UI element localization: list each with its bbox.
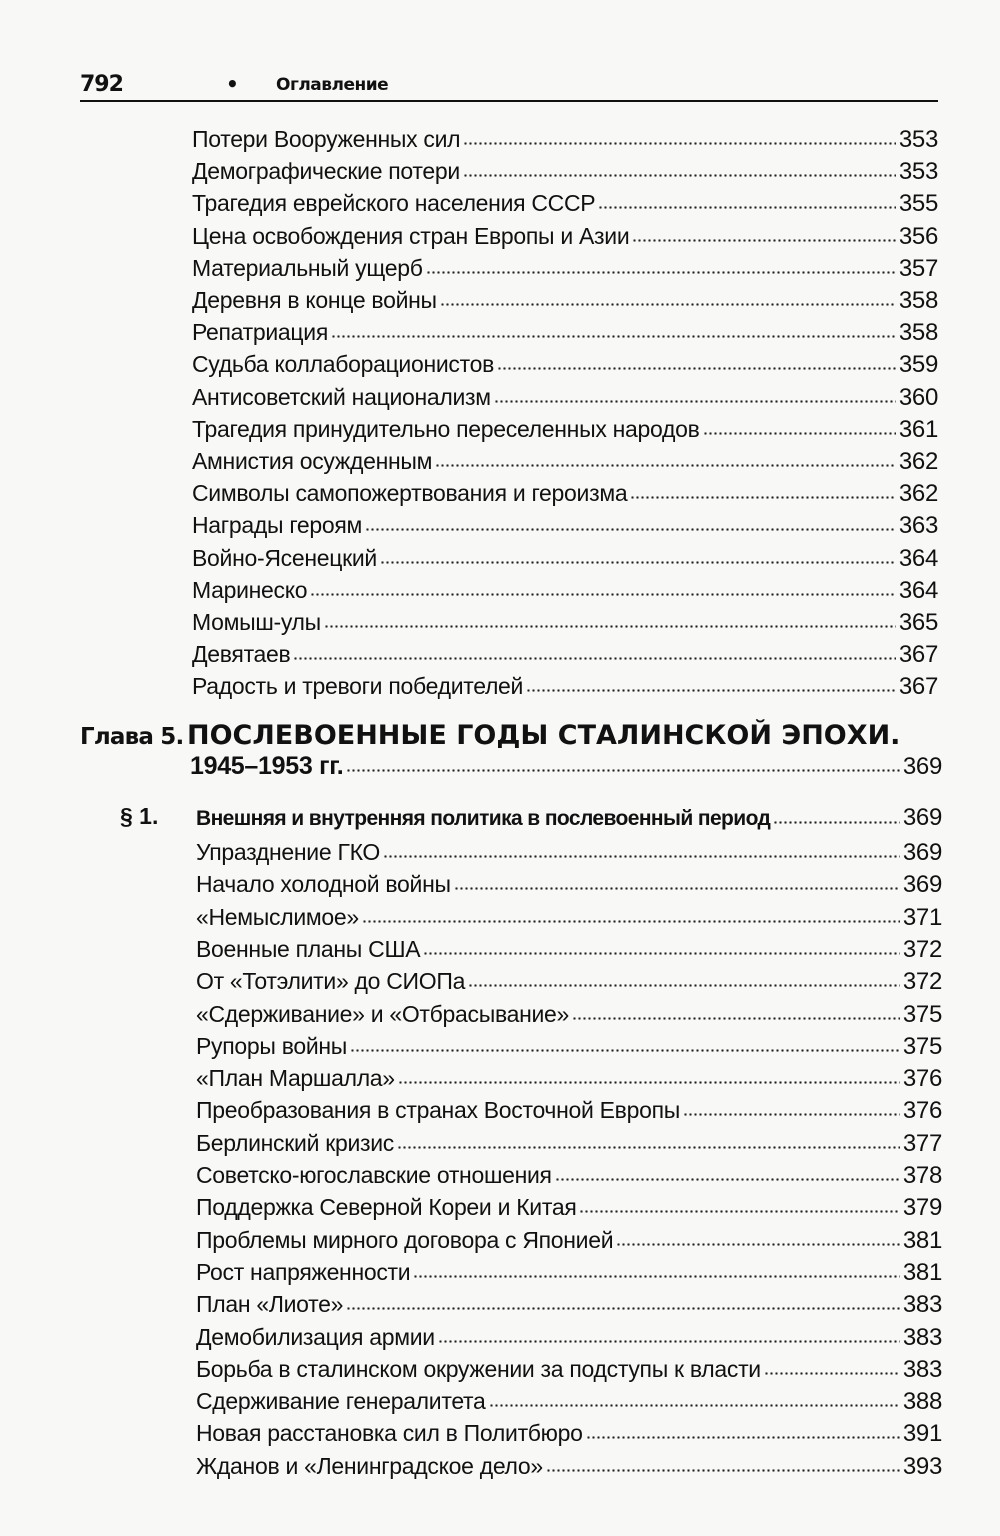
dot-leader <box>380 560 896 566</box>
page-ref: 367 <box>898 673 938 701</box>
dot-leader <box>579 1209 899 1215</box>
entry-title: Демографические потери <box>192 158 460 185</box>
entry-title: Момыш-улы <box>192 609 321 635</box>
page-ref: 381 <box>902 1226 942 1254</box>
header-bullet: • <box>226 72 239 96</box>
page-ref: 359 <box>898 351 938 379</box>
page-ref: 375 <box>902 1032 942 1060</box>
toc-entry[interactable] <box>192 155 938 187</box>
dot-leader <box>489 1403 900 1409</box>
dot-leader <box>331 334 896 340</box>
page-ref: 377 <box>902 1129 942 1157</box>
toc-entry[interactable] <box>192 638 938 670</box>
entry-title: План «Лиоте» <box>196 1291 344 1318</box>
dot-leader <box>494 399 896 405</box>
dot-leader <box>764 1371 900 1377</box>
toc-entry[interactable] <box>196 1030 942 1062</box>
page-ref: 388 <box>902 1388 942 1416</box>
toc-entry[interactable] <box>192 316 938 348</box>
dot-leader <box>346 1306 900 1312</box>
toc-entry[interactable] <box>196 1094 942 1126</box>
toc-entry[interactable] <box>196 965 942 997</box>
dot-leader <box>398 1080 900 1086</box>
entry-title: Поддержка Северной Кореи и Китая <box>196 1194 577 1221</box>
page-ref: 353 <box>898 126 938 153</box>
page-ref: 364 <box>898 544 938 572</box>
toc-entry[interactable] <box>196 868 942 900</box>
dot-leader <box>526 688 896 694</box>
dot-leader <box>463 173 896 179</box>
page-ref: 365 <box>898 609 938 636</box>
page-ref: 378 <box>902 1162 942 1189</box>
entry-title: Судьба коллаборационистов <box>192 351 495 378</box>
entry-title: Упразднение ГКО <box>196 839 381 865</box>
dot-leader <box>468 983 900 989</box>
page-ref: 383 <box>902 1323 942 1351</box>
entry-title: Начало холодной войны <box>196 871 451 898</box>
entry-title: Радость и тревоги победителей <box>192 673 524 700</box>
page-ref: 358 <box>898 287 938 314</box>
chapter-years: 1945–1953 гг. <box>190 752 344 780</box>
toc-entry[interactable] <box>192 220 938 252</box>
entry-title: Символы самопожертвования и героизма <box>192 480 628 507</box>
dot-leader <box>397 1145 900 1151</box>
toc-entry[interactable] <box>196 901 942 933</box>
page-ref: 369 <box>902 871 942 899</box>
toc-entry[interactable] <box>192 348 938 380</box>
entry-title: Советско-югославские отношения <box>196 1162 552 1188</box>
toc-entry[interactable] <box>192 284 938 316</box>
page-ref: 353 <box>898 158 938 186</box>
entry-title: Награды героям <box>192 512 363 539</box>
page-ref: 369 <box>902 839 942 866</box>
toc-entry[interactable] <box>192 413 938 445</box>
chapter-label: Глава 5. <box>80 724 184 750</box>
dot-leader <box>440 302 896 308</box>
entry-title: Борьба в сталинском окружении за подступы к власти <box>196 1355 761 1382</box>
dot-leader <box>383 854 900 860</box>
toc-entry[interactable] <box>196 1321 942 1353</box>
toc-entry[interactable] <box>196 1417 942 1449</box>
page-ref: 361 <box>898 415 938 443</box>
page-ref: 363 <box>898 512 938 540</box>
entry-title: Амнистия осужденным <box>192 448 433 474</box>
page-ref: 381 <box>902 1258 942 1286</box>
entry-title: Рост напряженности <box>196 1258 411 1285</box>
dot-leader <box>423 951 900 957</box>
page-ref: 393 <box>902 1452 942 1480</box>
entry-title: Сдерживание генералитета <box>196 1388 486 1415</box>
page-ref: 376 <box>902 1065 942 1093</box>
page-ref: 379 <box>902 1194 942 1222</box>
dot-leader <box>683 1112 900 1118</box>
dot-leader <box>426 270 896 276</box>
chapter-entry[interactable] <box>190 750 942 782</box>
toc-entry[interactable] <box>196 836 942 868</box>
page-ref: 391 <box>902 1420 942 1448</box>
page-ref: 358 <box>898 319 938 347</box>
page-ref: 360 <box>898 383 938 411</box>
dot-leader <box>555 1177 900 1183</box>
dot-leader <box>413 1274 900 1280</box>
page-ref: 367 <box>898 641 938 669</box>
entry-title: Репатриация <box>192 319 329 346</box>
page-ref: 383 <box>902 1355 942 1383</box>
toc-entry[interactable] <box>196 1224 942 1256</box>
page-ref: 376 <box>902 1097 942 1125</box>
dot-leader <box>630 495 896 501</box>
toc-entry[interactable] <box>196 1127 942 1159</box>
entry-title: Маринеско <box>192 576 308 603</box>
toc-entry[interactable] <box>192 252 938 284</box>
toc-entry[interactable] <box>196 1353 942 1385</box>
entry-title: Войно-Ясенецкий <box>192 544 377 571</box>
toc-entry[interactable] <box>196 1191 942 1223</box>
toc-entry[interactable] <box>192 542 938 574</box>
dot-leader <box>310 592 896 598</box>
section-title: Внешняя и внутренняя политика в послевоенный период <box>196 807 771 830</box>
dot-leader <box>362 919 900 925</box>
dot-leader <box>586 1435 900 1441</box>
entry-title: Берлинский кризис <box>196 1129 395 1156</box>
entry-title: Потери Вооруженных сил <box>192 126 461 152</box>
dot-leader <box>598 205 896 211</box>
page-ref: 369 <box>902 753 942 780</box>
dot-leader <box>632 238 895 244</box>
dot-leader <box>616 1242 900 1248</box>
page-ref: 362 <box>898 448 938 475</box>
toc-entry[interactable] <box>192 187 938 219</box>
entry-title: Преобразования в странах Восточной Европы <box>196 1097 680 1124</box>
page-ref: 375 <box>902 1000 942 1028</box>
toc-entry[interactable] <box>196 1385 942 1417</box>
dot-leader <box>346 768 899 774</box>
dot-leader <box>350 1048 900 1054</box>
toc-entry[interactable] <box>196 1288 942 1320</box>
running-title: Оглавление <box>276 75 389 95</box>
toc-entry[interactable] <box>196 1450 942 1482</box>
page-ref: 372 <box>902 935 942 963</box>
toc-entry[interactable] <box>192 477 938 509</box>
dot-leader <box>293 656 895 662</box>
section-entry[interactable] <box>196 802 942 834</box>
entry-title: Цена освобождения стран Европы и Азии <box>192 222 630 249</box>
dot-leader <box>463 141 896 147</box>
page-header <box>80 70 938 102</box>
dot-leader <box>454 886 900 892</box>
entry-title: Новая расстановка сил в Политбюро <box>196 1420 583 1447</box>
dot-leader <box>546 1468 900 1474</box>
entry-title: «План Маршалла» <box>196 1065 395 1092</box>
entry-title: Трагедия принудительно переселенных народов <box>192 415 700 442</box>
entry-title: Девятаев <box>192 641 291 668</box>
entry-title: Рупоры войны <box>196 1032 348 1059</box>
toc-entry[interactable] <box>196 1256 942 1288</box>
chapter-title: ПОСЛЕВОЕННЫЕ ГОДЫ СТАЛИНСКОЙ ЭПОХИ. <box>187 720 901 751</box>
page-ref: 357 <box>898 254 938 282</box>
dot-leader <box>572 1016 900 1022</box>
entry-title: Демобилизация армии <box>196 1323 435 1350</box>
dot-leader <box>773 820 900 826</box>
page-ref: 364 <box>898 576 938 604</box>
entry-title: Проблемы мирного договора с Японией <box>196 1226 614 1253</box>
toc-entry[interactable] <box>192 509 938 541</box>
entry-title: От «Тотэлити» до СИОПа <box>196 968 466 995</box>
page-ref: 355 <box>898 190 938 218</box>
page-ref: 383 <box>902 1291 942 1319</box>
entry-title: Деревня в конце войны <box>192 287 437 313</box>
toc-entry[interactable] <box>192 445 938 477</box>
entry-title: «Сдерживание» и «Отбрасывание» <box>196 1000 570 1027</box>
toc-entry[interactable] <box>196 1159 942 1191</box>
toc-entry[interactable] <box>192 670 938 702</box>
toc-entry[interactable] <box>196 933 942 965</box>
entry-title: Трагедия еврейского населения СССР <box>192 190 596 217</box>
toc-entry[interactable] <box>196 1062 942 1094</box>
entry-title: Военные планы США <box>196 935 421 962</box>
dot-leader <box>497 366 896 372</box>
dot-leader <box>703 431 896 437</box>
toc-entry[interactable] <box>196 998 942 1030</box>
toc-entry[interactable] <box>192 381 938 413</box>
page-number: 792 <box>80 72 123 97</box>
toc-entry[interactable] <box>192 606 938 638</box>
page-ref: 369 <box>902 804 942 831</box>
section-label: § 1. <box>120 803 159 829</box>
dot-leader <box>324 624 896 630</box>
page-ref: 372 <box>902 968 942 996</box>
page-ref: 362 <box>898 480 938 508</box>
entry-title: «Немыслимое» <box>196 903 359 930</box>
dot-leader <box>365 527 896 533</box>
toc-entry[interactable] <box>192 574 938 606</box>
entry-title: Жданов и «Ленинградское дело» <box>196 1452 543 1479</box>
entry-title: Антисоветский национализм <box>192 383 491 410</box>
page-ref: 356 <box>898 222 938 250</box>
dot-leader <box>435 463 896 469</box>
entry-title: Материальный ущерб <box>192 254 423 281</box>
dot-leader <box>438 1339 900 1345</box>
page-ref: 371 <box>902 903 942 931</box>
toc-entry[interactable] <box>192 123 938 155</box>
